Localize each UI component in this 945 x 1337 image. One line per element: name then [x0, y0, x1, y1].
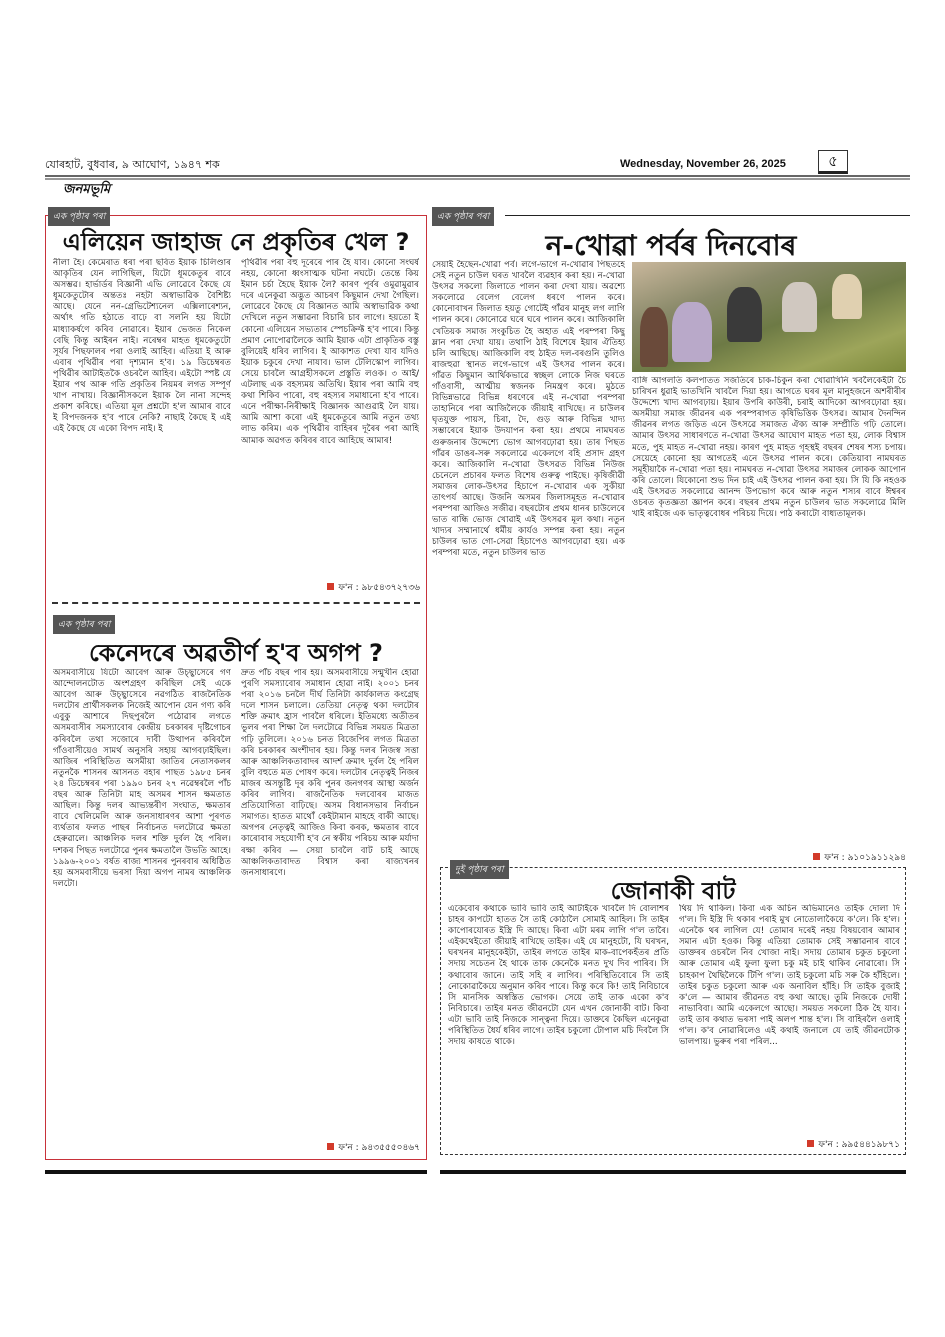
- header-date-english: Wednesday, November 26, 2025: [620, 158, 786, 170]
- festival-photo: [632, 262, 906, 372]
- article-body: [632, 376, 906, 848]
- header-rule: [45, 175, 910, 180]
- headline-jonaki-baat: জোনাকী বাট: [610, 877, 736, 905]
- continuation-label: এক পৃষ্ঠাৰ পৰা: [48, 207, 110, 226]
- headline-nakhowa: ন-খোৱা পৰ্বৰ দিনবোৰ: [545, 229, 797, 262]
- phone-number: ফ'ন : ৯৯৫৪৪১৯৮৭১: [818, 1140, 900, 1150]
- header-date-assamese: যোৰহাট, বুধবাৰ, ৯ আঘোণ, ১৯৪৭ শক: [45, 158, 220, 171]
- continuation-label: এক পৃষ্ঠাৰ পৰা: [432, 207, 494, 226]
- newspaper-logo: জনমভূমি: [60, 180, 113, 201]
- divider: [505, 215, 910, 216]
- phone-number: ফ'ন : ৯১০১৯১১২৯৪: [824, 853, 906, 863]
- article-column: [632, 376, 906, 848]
- phone-number: ফ'ন : ৯৪৩৫৫৫০৪৬৭: [338, 1143, 420, 1153]
- article-column: একেবোৰ কথাকে ভাবি ভাবি তাই আটাইকে খাবলৈ দি বোলাশৰ চাহৰ কাপটো হাতত সৈ তাই কোঠালৈ সোমাই আহিল। সি তাইৰ কাপোৰযোৰত ইস্ত্ৰি দি আছে। কিবা এটা মৰম লাগি গ'ল তাৰৈ। এইকথেইতো জীয়াই ৰাখিছে তাইক। এই যে মানুহটো, যি ঘৰখন, ঘৰখনৰ মানুহকেইটা, তাইৰ লগতে তাইৰ মাক-বাপেকহঁতৰ প্ৰতি সদায় সচেতন হৈ থাকে তাক কেনেকৈ মনত দুখ দিব পাৰিব। সি কথাবোৰ জানে। তাই সহি ৰ লাগিব। পৰিস্থিতিবোৰে সি তাই নোকোৱাকৈয়ে অনুমান কৰিব পাৰে। কিন্তু কৰে কি! তাই নিবিচাৰে সি মানসিক অস্বস্তিত ভোগক। সেয়ে তাই তাক একো ক'ব নিবিচাৰে। তাইৰ মনত জীৱনটো যেন এখন জোনাকী বাট। কিবা এটা ভাবি তাই নিজকে সান্ত্বনা দিয়ে। ডাক্তৰে কৈছিল এনেকুৱা পৰিস্থিতিত ধৈৰ্য ধৰিব লাগে। তাইৰ চকুলো টোপাল মচি দিবলৈ সি সদায় কাষতে থাকে।: [448, 904, 669, 1048]
- article-column: নীলা হৈ। কেমেৰাত ধৰা পৰা ছবিত ইয়াক চিলিণ্ডাৰ আকৃতিৰ যেন লাগিছিল, যিটো ধূমকেতুৰ বাবে অসম্ভৱ। হাৰ্ভাৰ্ডৰ বিজ্ঞানী এভি লোৱেবে কৈছে যে ধূমকেতুটোৰ অন্ততঃ নহটা অস্বাভাৱিক বৈশিষ্ট্য আছে। যেনে নন-গ্ৰেভিটেশ্যনেল এক্সিলাৰেশ্যন, অৰ্থাৎ গতি হঠাতে বাঢ়ে বা সলনি হয় যিটো মাধ্যাকৰ্ষণে কৰিব নোৱাৰে। ইয়াৰ ভেজত নিকেল বেছি কিন্তু আইৰন নাই। নৰেম্বৰ মাহত ধূমকেতুটো সূৰ্যৰ পিছফালৰ পৰা ওলাই আহিব। এতিয়া ই আৰু এবাৰ পৃথিৱীৰ পৰা দৃশ্যমান হ'ব। ১৯ ডিচেম্বৰত পৃথিৱীৰ আটাইতকৈ ওচৰলৈ আহিব। এইটো স্পষ্ট যে ইয়াৰ পথ আৰু গতি প্ৰকৃতিৰ নিয়মৰ লগত সম্পূৰ্ণ খাপ নাখায়। বিজ্ঞানীসকলে ইয়াক লৈ নানা সন্দেহ প্ৰকাশ কৰিছে। এতিয়া মূল প্ৰশ্নটো হ'ল আমাৰ বাবে ই বিপদজনক হ'ব পাৰে নেকি? নাছাই কৈছে ই এই এই কৈছে যে একো বিপদ নাই। ই: [53, 258, 231, 435]
- page-number: ৫: [818, 150, 848, 174]
- bullet-icon: [327, 583, 334, 590]
- continuation-label: দুই পৃষ্ঠাৰ পৰা: [450, 860, 509, 879]
- article-column: সেয়াই হৈছেন-খোৱা পৰ্ব। লগে-ভাগে ন-খোৱাৰ পিছতহে সেই নতুন চাউল ঘৰত খাবলৈ ব্যৱহাৰ কৰা হয়। ন-খোৱা উৎসৱ সকলো জিলাতে পালন কৰা দেখা যায়। অৱশ্যে সকলোৱে বেলেগ বেলেগ ধৰণে পালন কৰে। কোনোবাখন জিলাত হয়তু গোটেই গাঁৱৰ মানুহ লগ লাগি পালন কৰে। কোনোৱে ঘৰে ঘৰে পালন কৰে। আজিকালি খেতিয়ক সমাজ সংকুচিত হৈ অহাত এই পৰম্পৰা কিছু ম্লান পৰা দেখা যায়। তথাপি ঠাই বিশেষে ইয়াৰ ঐতিহ্য চলি আছিছে। আজিকালি বহু ঠাইত দল-বৰগুনি তুলিও ৰাজহুৱা স্থানত লগে-ভাগে এই উৎসৱ পালন কৰে। গাঁৱত কিছুমান আৰ্থিকভাৱে স্বচ্ছল লোকে নিজ ঘৰতে গাঁওবাসী, আত্মীয় স্বজনক নিমন্ত্ৰণ কৰে। মুঠতে বিভিন্নভাৱে বিভিন্ন ধৰণেৰে এই ন-খোৱা পৰম্পৰা তাহানিৰে পৰা আজিলৈকে জীয়াই ৰাখিছে। ন চাউলৰ ঘৃতযুক্ত পায়স, চিৰা, দৈ, গুড় আৰু বিভিন্ন খাদ্য সম্ভাৰেৰে ইয়াক উদযাপন কৰা হয়। প্ৰথমে নামঘৰত গুৰুজনাৰ উদ্দেশ্যে ভোগ আগবঢ়োৱা হয়। তাৰ পিছত গাঁৱৰ ডাঙৰ-সৰু সকলোৱে একেলগে বহি প্ৰসাদ গ্ৰহণ কৰে। আজিকালি ন-খোৱা উৎসৱত বিভিন্ন নিউজ চেনেলে প্ৰচাৰৰ ফলত বিশেষ গুৰুত্ব পাইছে। কৃষিজীৱী সমাজৰ লোক-উৎসৱ হিচাপে ন-খোৱাৰ এক সুকীয়া তাৎপৰ্য আছে। উজনি অসমৰ জিলাসমূহত ন-খোৱাৰ পৰম্পৰা আজিও সজীৱ। বছৰটোৰ প্ৰথম ধানৰ চাউলেৰে ভাত ৰান্ধি ভোজ খোৱাই এই উৎসৱৰ মূল কথা। নতুন খাদ্যৰ সম্মানাৰ্থে ধৰ্মীয় কাৰ্যও সম্পন্ন কৰা হয়। নতুন চাউলৰ ভাত গো-সেৱা হিচাপেও আগবঢ়োৱা হয়। এক পৰম্পৰা মতে, নতুন চাউলৰ ভাত: [432, 260, 625, 559]
- article-column: দ্ৰুত পাঁচ বছৰ পাৰ হয়। অসমবাসীয়ে সন্মুখীন হোৱা পুৰণি সমস্যাবোৰ সমাধান হোৱা নাই। ২০০১ চনৰ পৰা ২০১৬ চনলৈ দীৰ্ঘ তিনিটা কাৰ্যকালত কংগ্ৰেছ দলে শাসন চলালে। তেতিয়া নেতৃত্ব থকা দলটোৰ শক্তি ক্ৰমাৎ হ্ৰাস পাবলৈ ধৰিলে। ইতিমধ্যে অতীতৰ ভুলৰ পৰা শিক্ষা লৈ দলটোৱে বিভিন্ন সময়ত মিত্ৰতা গঢ়ি তুলিলে। ২০১৬ চনত বিজেপিৰ লগত মিত্ৰতা কৰি চৰকাৰৰ অংশীদাৰ হয়। কিন্তু দলৰ নিজস্ব সত্তা আৰু আঞ্চলিকতাবাদৰ আদৰ্শ ক্ৰমাৎ দুৰ্বল হৈ পৰিল বুলি বহুতে মত পোষণ কৰে। দলটোৰ নেতৃত্বই নিজৰ মাজৰ অসন্তুষ্টি দূৰ কৰি পুনৰ জনগণৰ আস্থা অৰ্জন কৰিব লাগিব। ৰাজনৈতিক দলবোৰৰ মাজত প্ৰতিযোগিতা বাঢ়িছে। অসম বিধানসভাৰ নিৰ্বাচন সমাগত। হাতত মাথোঁ কেইটামান মাহহে বাকী আছে। অগপৰ নেতৃত্বই আজিও কিবা কৰক, ক্ষমতাৰ বাবে কাৰোবাৰ সহযোগী হ'ব নে স্বকীয় পৰিচয় আৰু মৰ্যাদা ৰক্ষা কৰিব — সেয়া চাবলৈ বাট চাই আছে আঞ্চলিকতাবাদত বিশ্বাস কৰা ৰাজ্যখনৰ জনসাধাৰণে।: [241, 668, 419, 878]
- bottom-rule: [440, 1170, 906, 1174]
- headline-alien: এলিয়েন জাহাজ নে প্ৰকৃতিৰ খেল ?: [62, 228, 410, 256]
- article-body: [432, 260, 625, 848]
- photo-caption: বাঙ্গি আগলতি কলপাতত সজতিৰে চাক-চিকুন কৰা খোৱাখিনি খবলৈকেইটা চৈ চাৰিখন ধুৱাই ভাতখিনি খাবলৈ দিয়া হয়।: [632, 376, 906, 398]
- contact-phone: [240, 580, 420, 595]
- article-body: [53, 668, 419, 1130]
- bottom-rule: [45, 1170, 427, 1174]
- article-column: পৃথিৱীৰ পৰা বহু দূৰেৰে পাৰ হৈ যাব। কোনো সংঘৰ্ষ নহয়, কোনো ধ্বংসাত্মক ঘটনা নঘটে। তেন্তে কিয় ইমান চৰ্চা হৈছে ইয়াক লৈ? কাৰণ পূৰ্বৰ ওমুৱামুৱাৰ দৰে এনেকুৱা অদ্ভুত আচৰণ কিছুমান দেখা গৈছিল। লোৱেবে কৈছে যে বিজ্ঞানত আমি অস্বাভাৱিক কথা দেখিলে নতুন সম্ভাৱনা বিচাৰি চাব লাগে। হয়তো ই কোনো এলিয়েন সভ্যতাৰ স্পেচক্ৰিফ্ট হ'ব পাৰে। কিন্তু প্ৰমাণ নোপোৱালৈকে আমি ইয়াক এটা প্ৰাকৃতিক বস্তু বুলিয়েই ধৰিব লাগিব। ই আকাশত দেখা যাব যদিও ইয়াক চকুৰে দেখা নাযাব। ভাল টেলিস্কোপ লাগিব। সেয়ে চাবলৈ আগ্ৰহীসকলে প্ৰস্তুতি লওক। ৩ আই/এটলাছ এক বহস্যময় অতিথি। ইয়াৰ পৰা আমি বহু কথা শিকিব পাৰো, বহু ৰহস্যৰ সমাধানো হ'ব পাৰে। এনে পৰীক্ষা-নিৰীক্ষাই বিজ্ঞানক আগুৱাই লৈ যায়। আমি আশা কৰো এই ধূমকেতুৰে আমি নতুন তথ্য লাভ কৰিম। এক পৃথিৱীৰ বাহিৰৰ দূৰৈৰ পৰা আহি আমাক অৱগত কৰিবৰ বাবে আহিছে আমাৰ!: [241, 258, 419, 446]
- article-body: [448, 904, 900, 1130]
- bullet-icon: [327, 1143, 334, 1150]
- article-column: অসমবাসীয়ে যিটো আবেগ আৰু উচ্ছ্বাসেৰে গণ আন্দোলনটোত অংশগ্ৰহণ কৰিছিল সেই একে আবেগ আৰু উচ্ছ্বাসেৰে নৱগঠিত ৰাজনৈতিক দলটোৰ প্ৰাৰ্থীসকলক নিজেই আপোন যেন গণ্য কৰি এবুকু আশাৰে দিছপুৰলৈ পঠোৱাৰ লগতে অসমবাসীৰ সমস্যাবোৰ কেন্দ্ৰীয় চৰকাৰৰ দৃষ্টিগোচৰ কৰিবলৈ তথা সজোৰে দাবী উত্থাপন কৰিবলৈ গাঁওবাসীয়েও সামৰ্থ অনুসৰি সহায় আগবঢ়াইছিল। আজিৰ পৰিস্থিতিত অসমীয়া জাতিৰ নেতাসকলৰ নতুনকৈ শাসনৰ আসনত বহাৰ পাছত ১৯৮৫ চনৰ ২৪ ডিচেম্বৰৰ পৰা ১৯৯০ চনৰ ২৭ নৱেম্বৰলৈ পাঁচ বছৰ আৰু তিনিটা মাহ অসমৰ শাসন ক্ষমতাত আছিল। কিন্তু দলৰ আভ্যন্তৰীণ সংঘাত, ক্ষমতাৰ বাবে খেলিমেলি আৰু জনসাধাৰণৰ আশা পূৰণত ব্যৰ্থতাৰ ফলত পাছৰ নিৰ্বাচনত দলটোৱে ক্ষমতা হেৰুৱালে। আঞ্চলিক দলৰ শক্তি দুৰ্বল হৈ পৰিল। দশকৰ পিছত দলটোৱে পুনৰ ক্ষমতালৈ উভতি আহে। ১৯৯৬-২০০১ বৰ্ষত ৰাজ্য শাসনৰ পুনৰবাৰ অধিষ্ঠিত হয় অসমবাসীয়ে ভৰসা দিয়া অগপ নামৰ আঞ্চলিক দলটো।: [53, 668, 231, 889]
- bullet-icon: [813, 853, 820, 860]
- continuation-label: এক পৃষ্ঠাৰ পৰা: [53, 615, 115, 634]
- contact-phone: [720, 850, 906, 865]
- article-text: আগতে ঘৰৰ মূল মানুহজনে অশৰীৰীৰ উদ্দেশ্যে খাদ্য আগবঢ়ায়। ইয়াৰ উপৰি কাউৰী, চৰাই আদিকো আগবঢ়োৱা হয়। অসমীয়া সমাজ জীৱনৰ এক পৰম্পৰাগত কৃষিভিত্তিক উৎসৱ। আমাৰ দৈনন্দিন জীৱনৰ লগত জড়িত এনে উৎসৱে সমাজত ঐক্য আৰু সম্প্ৰীতি গঢ়ি তোলে। আমাৰ উৎসৱ সাধাৰণতে ন-খোৱা উৎসৱ আঘোণ মাহত পতা হয়, লোক বিশ্বাস মতে, পুহ মাহত ন-খোৱা নহয়। কাৰণ পুহ মাহত গৃহস্থই বছৰৰ শেষৰ শস্য চপায়। সেয়েহে কোনো হয় আগতেই এনে উৎসৱ পালন কৰে। কেতিয়াবা নামঘৰত সমূহীয়াকৈ ন-খোৱা পতা হয়। নামঘৰত ন-খোৱা উৎসৱ সমাজৰ লোকক আপোন কৰি তোলে। যিকোনো শুভ দিন চাই এই উৎসৱ পালন কৰা হয়। সি যি কি নহওক এই উৎসৱত সকলোৱে আনন্দ উপভোগ কৰে আৰু নতুন শস্যৰ বাবে ঈশ্বৰৰ ওচৰত কৃতজ্ঞতা জ্ঞাপন কৰে। বছৰৰ প্ৰথম নতুন চাউলৰ ভাত সকলোৱে মিলি খাই ৰাইজে এক ভাতৃত্ববোধৰ পৰিচয় দিয়ে। পাঠ কৰাটো বাধ্যতামূলক।: [632, 387, 906, 520]
- phone-number: ফ'ন : ৯৮৫৪৩৭২৭৩৬: [338, 583, 420, 593]
- headline-agp: কেনেদৰে অৱতীৰ্ণ হ'ব অগপ ?: [89, 639, 383, 667]
- contact-phone: [720, 1137, 900, 1152]
- bullet-icon: [807, 1140, 814, 1147]
- divider: [52, 602, 420, 604]
- contact-phone: [240, 1140, 420, 1155]
- article-body: [53, 258, 419, 574]
- article-column: থিয় দি থাকিল। কিবা এক অচিন অভিমানেও তাইক দোলা দি গ'ল। দি ইস্ত্ৰি দি থকাৰ পৰাই মুখ নোতোলাকৈয়ে ক'লে। কি হ'ল। এনেকৈ থৰ লাগিল যে! তোমাৰ দৰেই নহয় বিষয়বোৰ আমাৰ সমান এটা হওক। কিন্তু এতিয়া তোমাক সেই সম্ভাৱনাৰ বাবে ডাক্তৰৰ ওচৰলৈ নিব খোজা নাই। সদায় তোমাৰ চকুত চকুলো আৰু তোমাৰ এই ফুলা ফুলা চকু মই চাই থাকিব নোৱাৰো। সি চাহকাপ থৈছিলৈকে টিপি গ'ল। তাই চকুলো মচি সৰু কৈ হাঁহিলে। তাইৰ চকুত চকুলো আৰু এক অনাবিল হাঁহি। সি তাইক বুজাই ক'লে — আমাৰ জীৱনত বহু কথা আছে। তুমি নিজকে দোষী নাভাবিবা। আমি একেলগে আছো। সময়ত সকলো ঠিক হৈ যাব। তাই তাৰ কথাত ভৰসা পাই অলপ শান্ত হ'ল। সি বাহিৰলৈ ওলাই গ'ল। ক'ব নোৱাৰিলেও এই কথাই জনালে যে তাই জীৱনটোক ভালপায়। ভুৰুৰ পৰা পৰিল...: [679, 904, 900, 1048]
